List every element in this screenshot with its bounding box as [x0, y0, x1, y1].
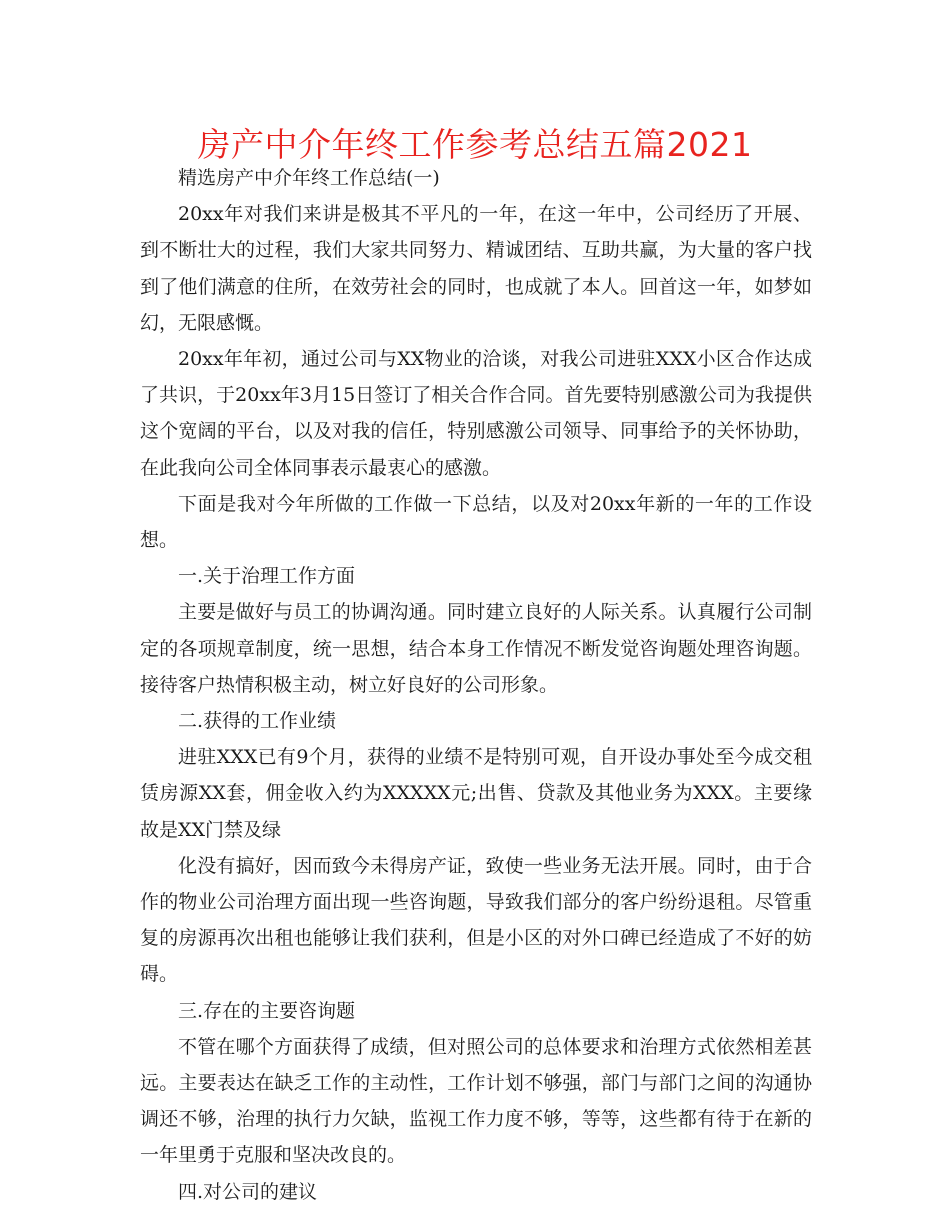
document-body	[140, 160, 812, 1210]
section-heading: 四.对公司的建议	[178, 1180, 318, 1203]
body-paragraph: 不管在哪个方面获得了成绩，但对照公司的总体要求和治理方式依然相差甚远。主要表达在缺乏工作的主动性，工作计划不够强，部门与部门之间的沟通协调还不够，治理的执行力欠缺，监视工作力度不够，等等，这些都有待于在新的一年里勇于克服和坚决改良的。	[140, 1035, 812, 1167]
body-paragraph: 主要是做好与员工的协调沟通。同时建立良好的人际关系。认真履行公司制定的各项规章制度，统一思想，结合本身工作情况不断发觉咨询题处理咨询题。接待客户热情积极主动，树立好良好的公司形象。	[140, 601, 812, 696]
section-heading: 二.获得的工作业绩	[178, 710, 337, 733]
body-paragraph: 20xx年对我们来讲是极其不平凡的一年，在这一年中，公司经历了开展、到不断壮大的过程，我们大家共同努力、精诚团结、互助共赢，为大量的客户找到了他们满意的住所，在效劳社会的同时，也成就了本人。回首这一年，如梦如幻，无限感慨。	[140, 203, 812, 334]
body-paragraph: 进驻XXX已有9个月，获得的业绩不是特别可观，自开设办事处至今成交租赁房源XX套，佣金收入约为XXXXX元;出售、贷款及其他业务为XXX。主要缘故是XX门禁及绿	[140, 746, 812, 841]
body-paragraph: 下面是我对今年所做的工作做一下总结，以及对20xx年新的一年的工作设想。	[140, 492, 812, 552]
section-heading: 一.关于治理工作方面	[178, 565, 356, 588]
section-intro-heading: 精选房产中介年终工作总结(一)	[178, 167, 440, 189]
document-title: 房产中介年终工作参考总结五篇2021	[197, 125, 753, 164]
section-heading: 三.存在的主要咨询题	[178, 999, 356, 1022]
body-paragraph: 20xx年年初，通过公司与XX物业的洽谈，对我公司进驻XXX小区合作达成了共识，于20xx年3月15日签订了相关合作合同。首先要特别感激公司为我提供这个宽阔的平台，以及对我的信任，特别感激公司领导、同事给予的关怀协助，在此我向公司全体同事表示最衷心的感激。	[140, 348, 812, 479]
body-paragraph: 化没有搞好，因而致今未得房产证，致使一些业务无法开展。同时，由于合作的物业公司治理方面出现一些咨询题，导致我们部分的客户纷纷退租。尽管重复的房源再次出租也能够让我们获利，但是小区的对外口碑已经造成了不好的妨碍。	[140, 854, 812, 986]
